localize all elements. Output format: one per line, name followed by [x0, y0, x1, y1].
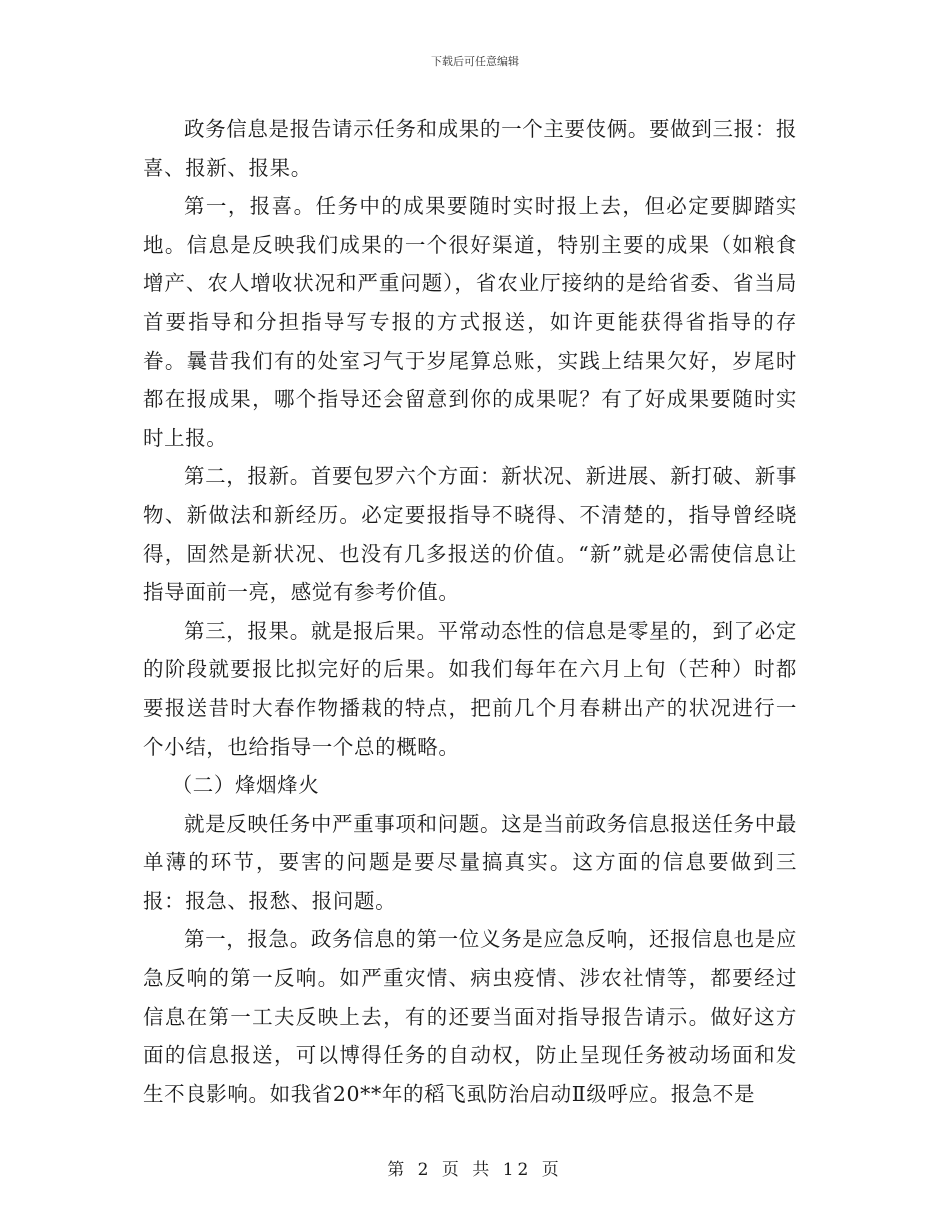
section-heading: （二）烽烟烽火 — [171, 773, 320, 798]
document-body — [143, 110, 797, 1113]
paragraph-report-good-news: 第一，报喜。任务中的成果要随时实时报上去，但必定要脚踏实地。信息是反映我们成果的一个很好渠道，特别主要的成果（如粮食增产、农人增收状况和严重问题），省农业厅接纳的是给省委、省当局首要指导和分担指导写专报的方式报送，如许更能获得省指导的存眷。曩昔我们有的处室习气于岁尾算总账，实践上结果欠好，岁尾时都在报成果，哪个指导还会留意到你的成果呢？有了好成果要随时实时上报。 — [143, 194, 797, 450]
paragraph-section-intro: 就是反映任务中严重事项和问题。这是当前政务信息报送任务中最单薄的环节，要害的问题是要尽量搞真实。这方面的信息要做到三报：报急、报愁、报问题。 — [143, 811, 797, 913]
paragraph-report-urgent: 第一，报急。政务信息的第一位义务是应急反响，还报信息也是应急反响的第一反响。如严重灾情、病虫疫情、涉农社情等，都要经过信息在第一工夫反映上去，有的还要当面对指导报告请示。做好这方面的信息报送，可以博得任务的自动权，防止呈现任务被动场面和发生不良影响。如我省20**年的稻飞虱防治启动Ⅱ级呼应。报急不是 — [143, 927, 797, 1106]
page-header: 下载后可任意编辑 — [431, 55, 519, 68]
paragraph-intro: 政务信息是报告请示任务和成果的一个主要伎俩。要做到三报：报喜、报新、报果。 — [143, 117, 797, 180]
page-number: 第 2 页 共 12 页 — [387, 1160, 563, 1180]
paragraph-report-results: 第三，报果。就是报后果。平常动态性的信息是零星的，到了必定的阶段就要报比拟完好的后果。如我们每年在六月上旬（芒种）时都要报送昔时大春作物播栽的特点，把前几个月春耕出产的状况进行一个小结，也给指导一个总的概略。 — [143, 618, 797, 759]
paragraph-report-new: 第二，报新。首要包罗六个方面：新状况、新进展、新打破、新事物、新做法和新经历。必定要报指导不晓得、不清楚的，指导曾经晓得，固然是新状况、也没有几多报送的价值。“新”就是必需使信息让指导面前一亮，感觉有参考价值。 — [143, 464, 797, 605]
